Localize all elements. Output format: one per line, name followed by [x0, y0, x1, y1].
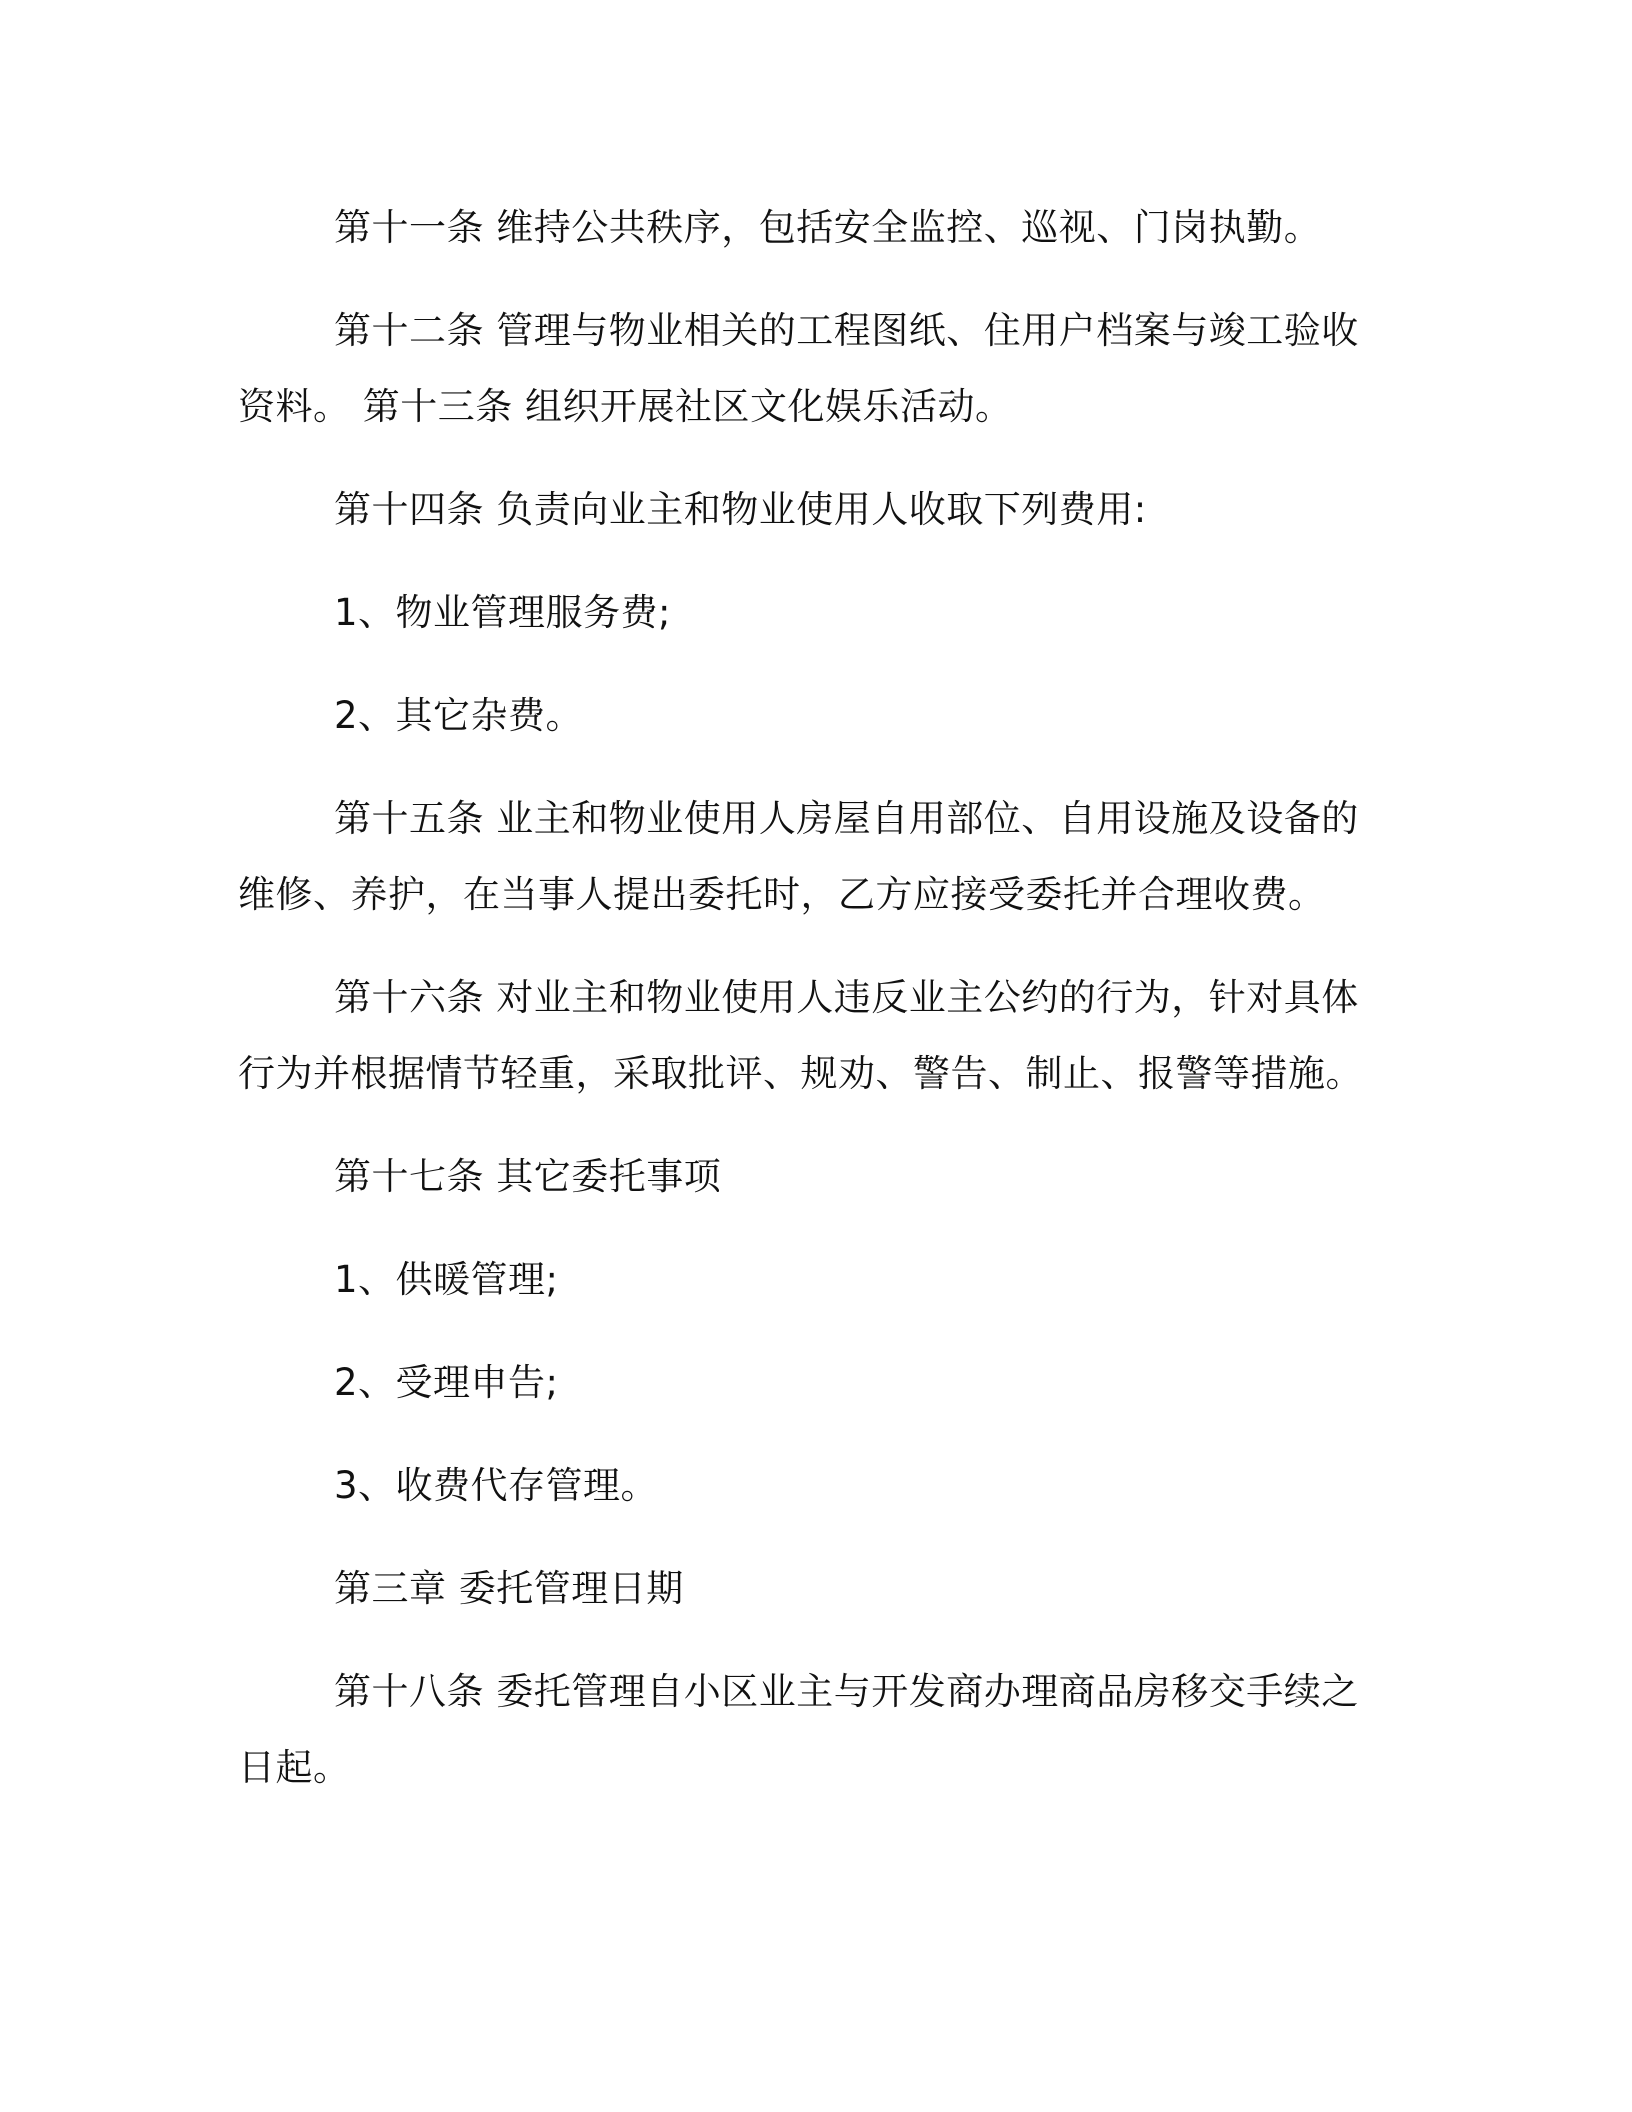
list-item: 2、受理申告;: [334, 1361, 559, 1404]
list-item: 2、其它杂费。: [334, 694, 584, 737]
article-18: 第十八条 委托管理自小区业主与开发商办理商品房移交手续之日起。: [238, 1670, 1359, 1789]
article-12-13: 第十二条 管理与物业相关的工程图纸、住用户档案与竣工验收资料。 第十三条 组织开展社区文化娱乐活动。: [238, 309, 1359, 428]
list-item: 1、物业管理服务费;: [334, 591, 672, 634]
chapter-heading: 第三章 委托管理日期: [334, 1567, 684, 1610]
list-item: 3、收费代存管理。: [334, 1464, 659, 1507]
article-16: 第十六条 对业主和物业使用人违反业主公约的行为，针对具体行为并根据情节轻重，采取批评、规劝、警告、制止、报警等措施。: [238, 976, 1363, 1095]
article-11: 第十一条 维持公共秩序，包括安全监控、巡视、门岗执勤。: [334, 206, 1322, 249]
list-item: 1、供暖管理;: [334, 1258, 559, 1301]
article-17: 第十七条 其它委托事项: [334, 1155, 722, 1198]
article-15: 第十五条 业主和物业使用人房屋自用部位、自用设施及设备的维修、养护，在当事人提出委托时，乙方应接受委托并合理收费。: [238, 797, 1359, 916]
document-body: [238, 190, 1388, 1806]
article-14: 第十四条 负责向业主和物业使用人收取下列费用:: [334, 488, 1147, 531]
